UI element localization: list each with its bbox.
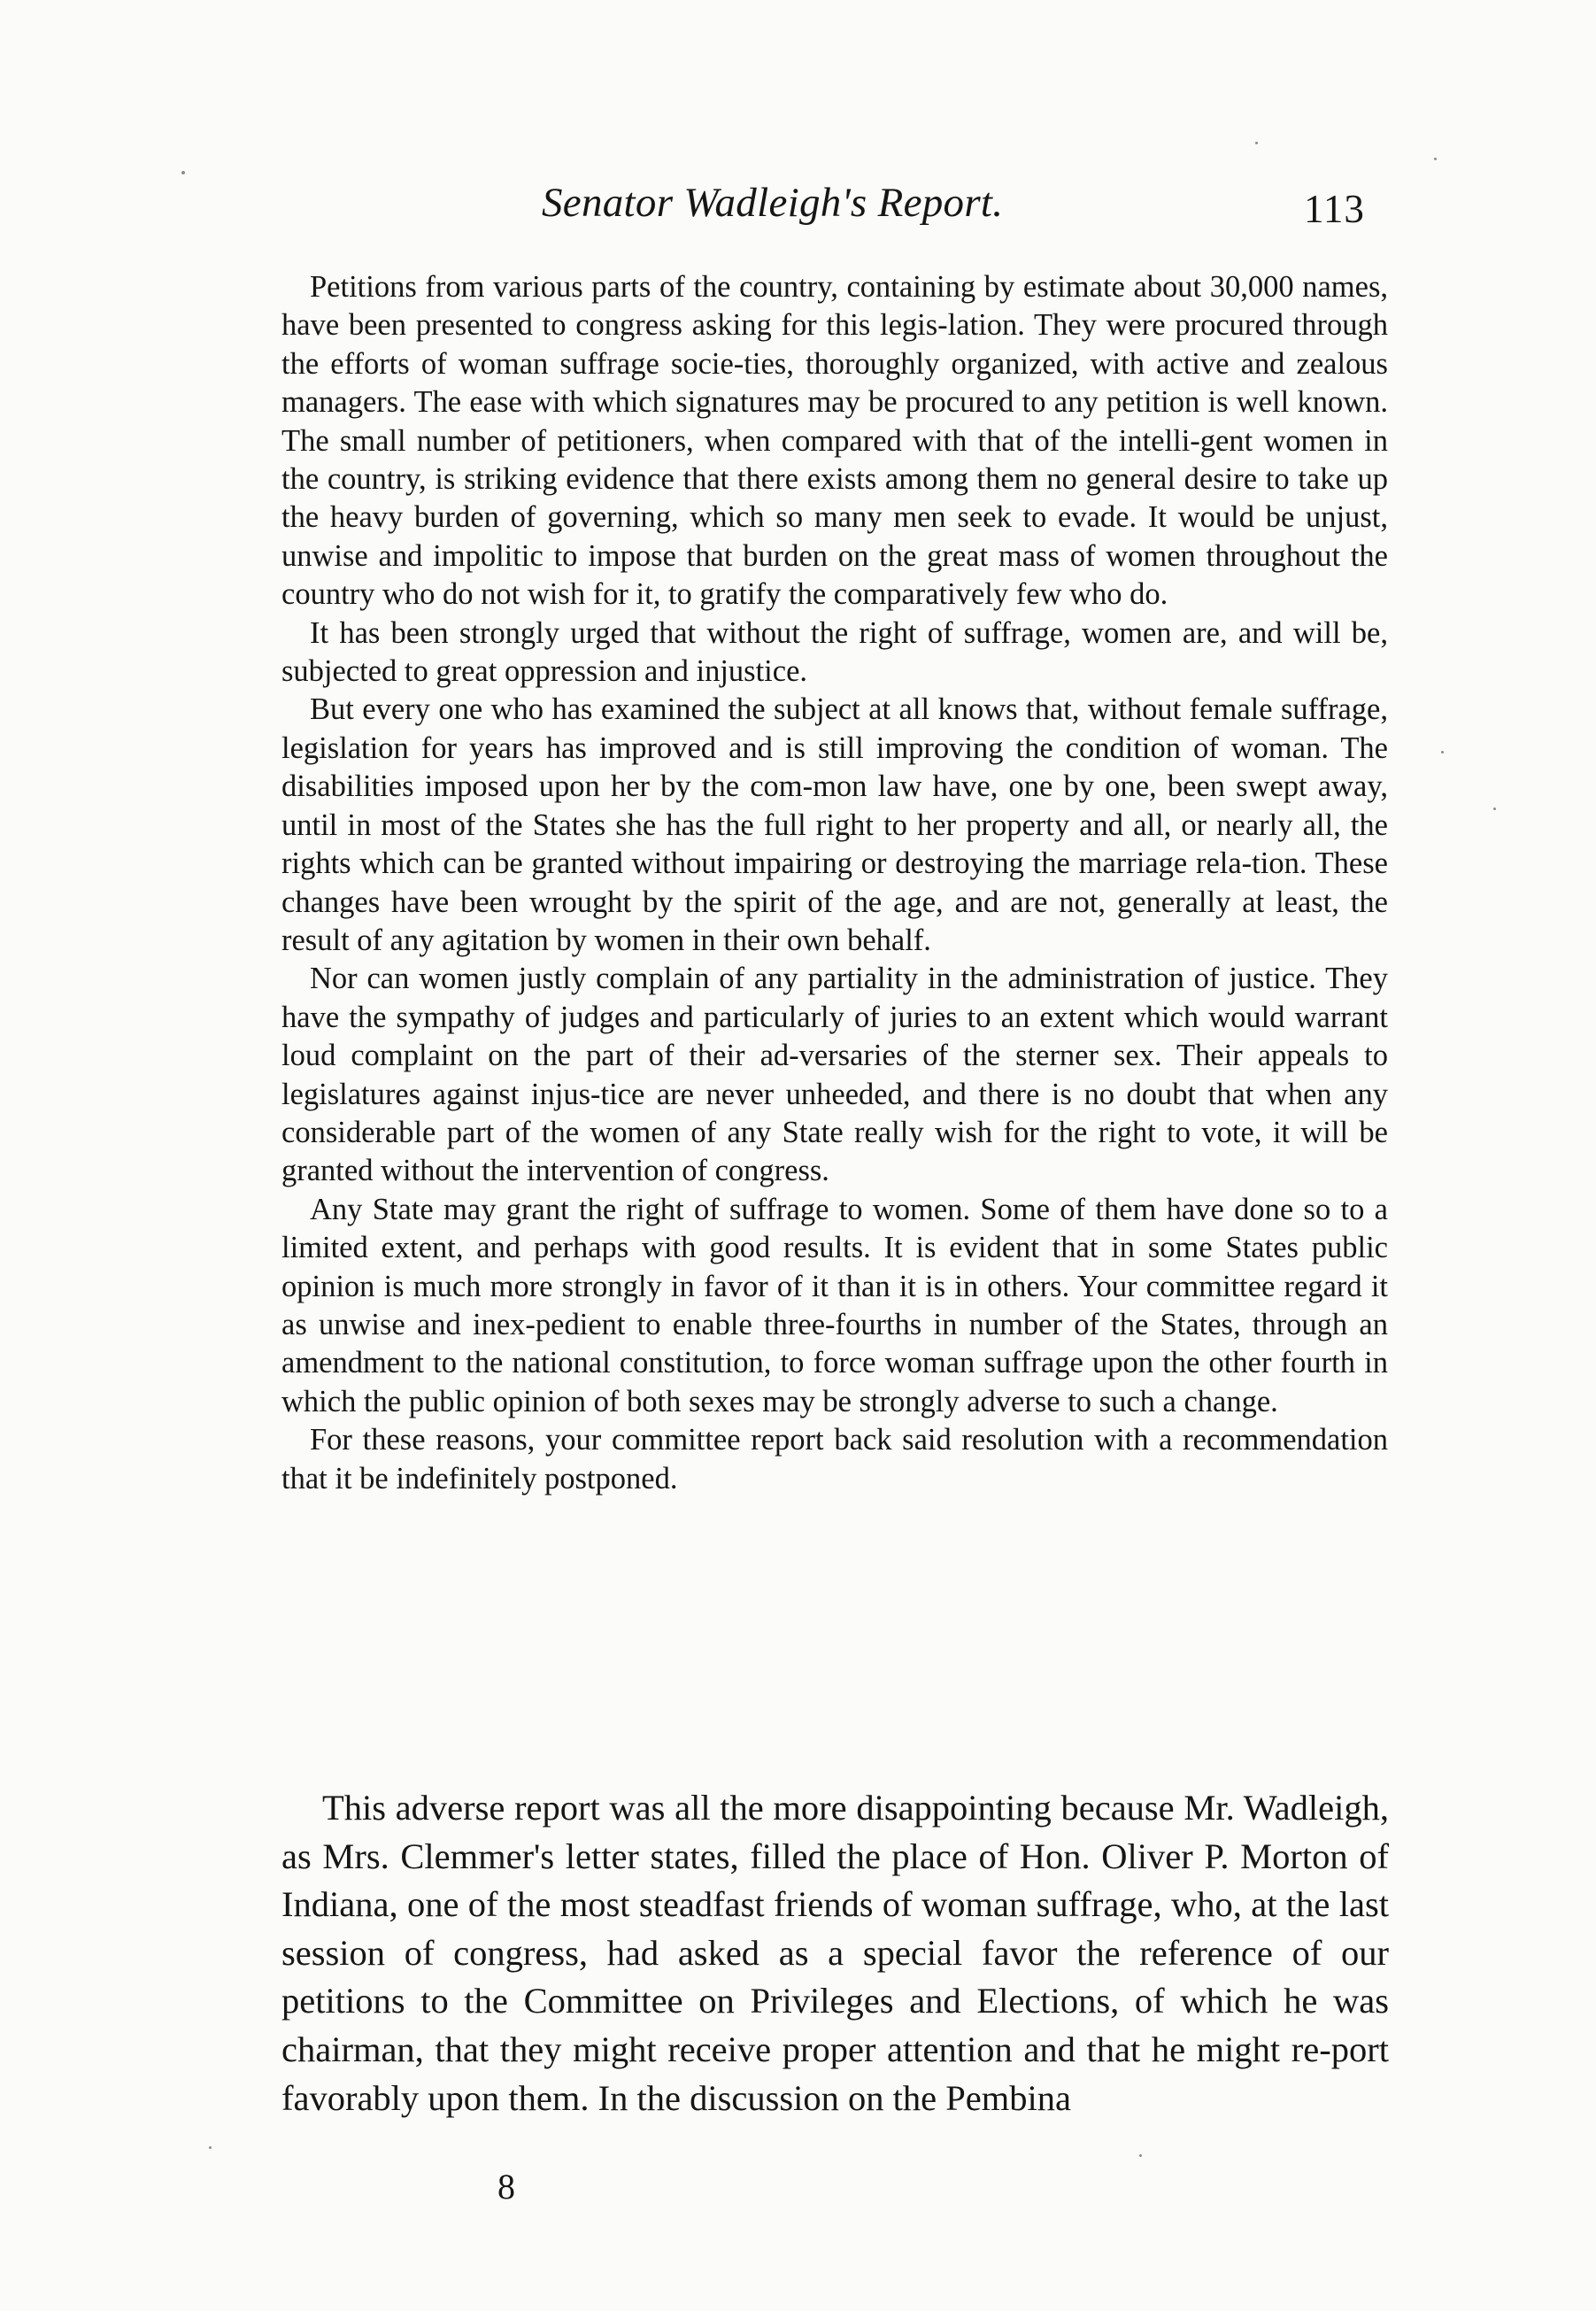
- report-paragraph: But every one who has examined the subject at all knows that, without female suffrage, legislation for years has improved and is still improving the condition of woman. The disabilities imposed upon her by the com-mon law have, one by one, been swept away, until in most of the States she has the full right to her property and all, or nearly all, the rights which can be granted without impairing or destroying the marriage rela-tion. These changes have been wrought by the spirit of the age, and are not, generally at least, the result of any agitation by women in their own behalf.: [281, 692, 1388, 957]
- signature-mark: 8: [497, 2167, 515, 2207]
- report-paragraph: Any State may grant the right of suffrage to women. Some of them have done so to a limited extent, and perhaps with good results. It is evident that in some States public opinion is much more strongly in favor of it than it is in others. Your committee regard it as unwise and inex-pedient to enable three-fourths in number of the States, through an amendment to the national constitution, to force woman suffrage upon the other fourth in which the public opinion of both sexes may be strongly adverse to such a change.: [281, 1192, 1388, 1418]
- print-speck: [1139, 2154, 1142, 2157]
- report-paragraph: For these reasons, your committee report back said resolution with a recommendation that it be indefinitely postponed.: [281, 1423, 1388, 1496]
- print-speck: [1493, 808, 1496, 810]
- narrative-paragraph: This adverse report was all the more disappointing because Mr. Wadleigh, as Mrs. Clemmer's letter states, filled the place of Hon. Oliver P. Morton of Indiana, one of the most steadfast friends of woman suffrage, who, at the last session of congress, had asked as a special favor the reference of our petitions to the Committee on Privileges and Elections, of which he was chairman, that they might receive proper attention and that he might re-port favorably upon them. In the discussion on the Pembina: [281, 1788, 1389, 2118]
- report-paragraph: It has been strongly urged that without the right of suffrage, women are, and will be, subjected to great oppression and injustice.: [281, 615, 1388, 689]
- print-speck: [1255, 142, 1258, 144]
- page-number: 113: [1304, 187, 1365, 231]
- quoted-committee-report: [281, 268, 1388, 1498]
- print-speck: [181, 171, 185, 174]
- running-head: Senator Wadleigh's Report.: [542, 180, 1004, 226]
- report-paragraph: Nor can women justly complain of any partiality in the administration of justice. They have the sympathy of judges and particularly of juries to an extent which would warrant loud complaint on the part of their ad-versaries of the sterner sex. Their appeals to legislatures against injus-tice are never unheeded, and there is no doubt that when any considerable part of the women of any State really wish for the right to vote, it will be granted without the intervention of congress.: [281, 962, 1388, 1188]
- narrative-text: [281, 1784, 1389, 2122]
- print-speck: [209, 2146, 212, 2149]
- report-paragraph: Petitions from various parts of the country, containing by estimate about 30,000 names, have been presented to congress asking for this legis-lation. They were procured through the efforts of woman suffrage socie-ties, thoroughly organized, with active and zealous managers. The ease with which signatures may be procured to any petition is well known. The small number of petitioners, when compared with that of the intelli-gent women in the country, is striking evidence that there exists among them no general desire to take up the heavy burden of governing, which so many men seek to evade. It would be unjust, unwise and impolitic to impose that burden on the great mass of women throughout the country who do not wish for it, to gratify the comparatively few who do.: [281, 270, 1388, 612]
- print-speck: [1441, 751, 1444, 754]
- print-speck: [1434, 158, 1437, 160]
